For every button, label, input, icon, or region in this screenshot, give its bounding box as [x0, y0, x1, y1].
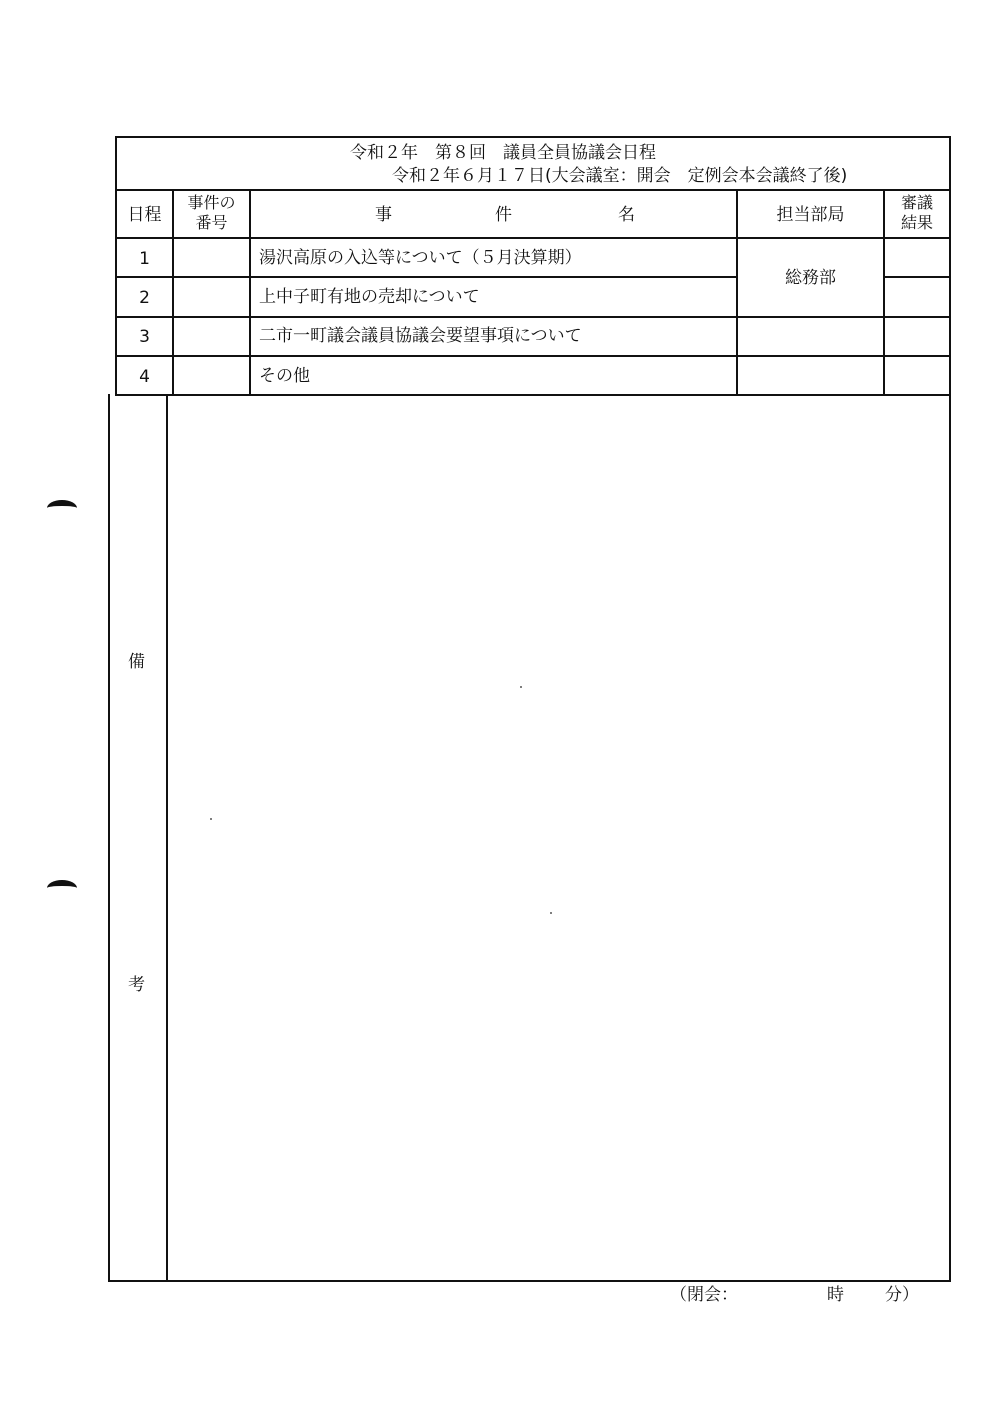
scan-speck — [210, 818, 212, 820]
closing-hour: 時 — [827, 1285, 844, 1305]
col-header-case-name-1: 事 — [375, 205, 392, 225]
col-header-result-line1: 審議 — [900, 193, 933, 212]
punch-hole-top — [47, 500, 77, 516]
scan-speck — [520, 686, 522, 688]
col-header-case-name-3: 名 — [618, 205, 635, 225]
remarks-label-2: 考 — [128, 975, 145, 995]
col-header-result-line2: 結果 — [900, 213, 933, 232]
row-1-number: 1 — [139, 249, 150, 269]
row-4-number: 4 — [139, 367, 150, 387]
row-3-title: 二市一町議会議員協議会要望事項について — [259, 326, 582, 346]
col-header-case-number-line2: 番号 — [195, 213, 228, 232]
meeting-subtitle: 令和２年６月１７日(大会議室：開会 定例会本会議終了後) — [392, 166, 848, 186]
row-3-number: 3 — [139, 327, 150, 347]
col-header-case-number-line1: 事件の — [187, 193, 236, 212]
row-1-title: 湯沢高原の入込等について（５月決算期） — [259, 248, 582, 268]
col-header-result — [885, 193, 949, 233]
row-4-title: その他 — [259, 366, 310, 386]
page-title: 令和２年 第８回 議員全員協議会日程 — [350, 143, 656, 163]
row-2-title: 上中子町有地の売却について — [259, 287, 480, 307]
row-2-number: 2 — [139, 288, 150, 308]
col-header-case-name-2: 件 — [495, 205, 512, 225]
remarks-label-1: 備 — [128, 652, 145, 672]
closing-minute: 分） — [885, 1285, 919, 1305]
closing-label: （閉会： — [670, 1285, 738, 1305]
punch-hole-bottom — [47, 880, 77, 896]
col-header-dept: 担当部局 — [776, 205, 845, 225]
col-header-case-number — [174, 193, 249, 233]
dept-general-affairs: 総務部 — [785, 268, 836, 288]
scan-speck — [550, 912, 552, 914]
col-header-day: 日程 — [127, 205, 162, 225]
